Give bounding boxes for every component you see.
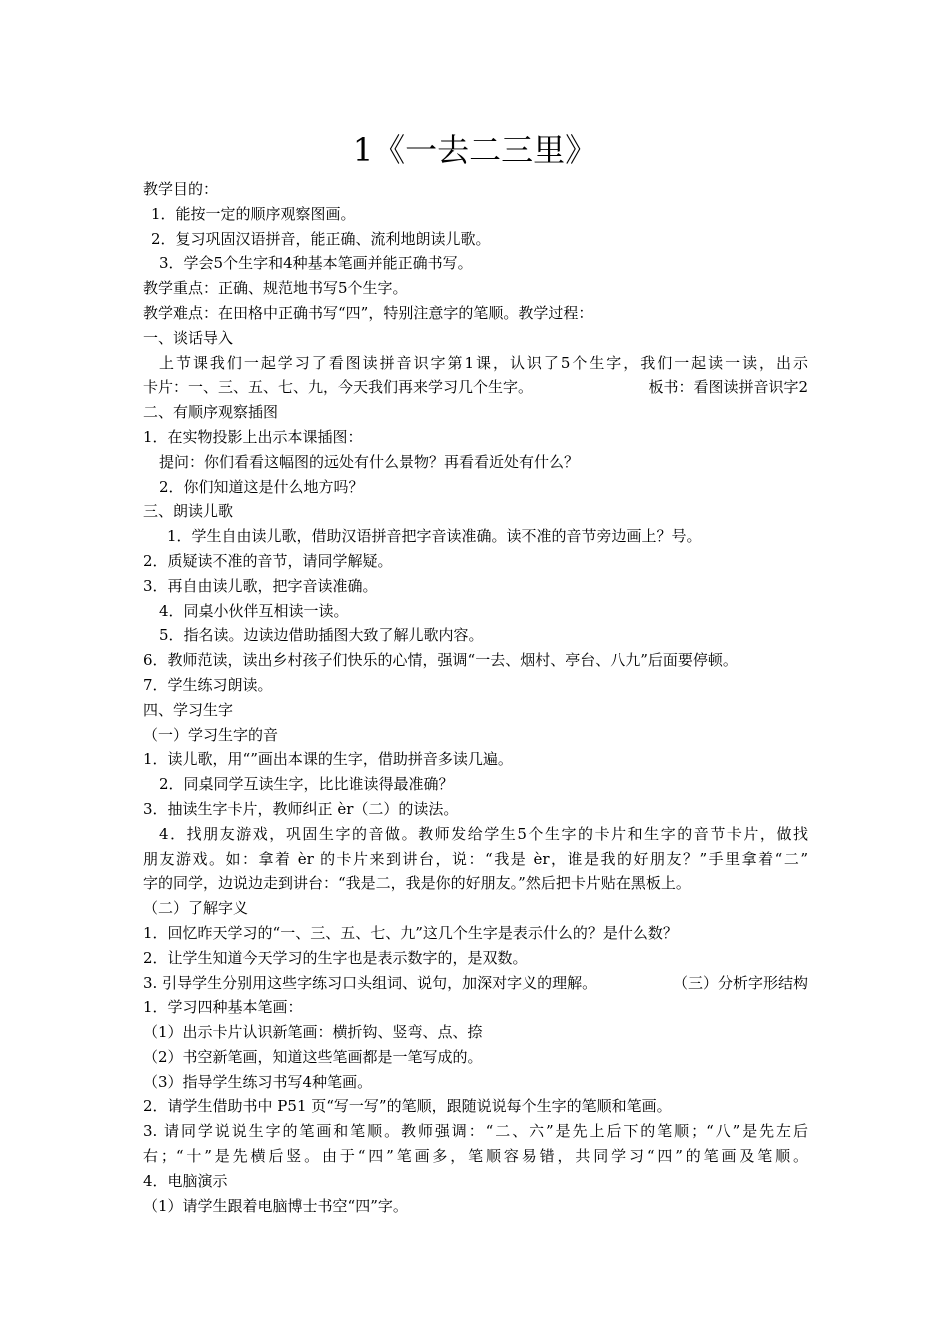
list-item: 2．你们知道这是什么地方吗？ <box>159 477 364 496</box>
paragraph-line: 朋友游戏。如：拿着 èr 的卡片来到讲台，说：“我是 èr，谁是我的好朋友？”手里拿着“二” <box>143 849 808 868</box>
list-item: 1．学习四种基本笔画： <box>143 998 303 1017</box>
list-item: 3．抽读生字卡片，教师纠正 èr（二）的读法。 <box>143 799 459 818</box>
list-item: 6．教师范读，读出乡村孩子们快乐的心情，强调“一去、烟村、亭台、八九”后面要停顿。 <box>143 651 738 670</box>
section-heading: 四、学习生字 <box>143 700 234 719</box>
list-item: 1．学生自由读儿歌，借助汉语拼音把字音读准确。读不准的音节旁边画上？号。 <box>167 527 702 546</box>
list-item: （3）指导学生练习书写4种笔画。 <box>143 1072 373 1091</box>
list-item: 3. 引导学生分别用这些字练习口头组词、说句，加深对字义的理解。 <box>143 973 598 992</box>
list-item: （1）出示卡片认识新笔画：横折钩、竖弯、点、捺 <box>143 1023 483 1042</box>
difficulty: 教学难点：在田格中正确书写“四”，特别注意字的笔顺。教学过程： <box>143 303 594 322</box>
list-item: （1）请学生跟着电脑博士书空“四”字。 <box>143 1196 408 1215</box>
list-item: 5．指名读。边读边借助插图大致了解儿歌内容。 <box>159 626 484 645</box>
paragraph-line-split <box>143 375 808 400</box>
objective-item: 1．能按一定的顺序观察图画。 <box>151 204 356 223</box>
list-item: 2．让学生知道今天学习的生字也是表示数字的，是双数。 <box>143 948 528 967</box>
paragraph-line: 上节课我们一起学习了看图读拼音识字第1课，认识了5个生字，我们一起读一读，出示 <box>159 353 808 372</box>
page-title: 1《一去二三里》 <box>352 131 598 169</box>
list-item: （2）书空新笔画，知道这些笔画都是一笔写成的。 <box>143 1047 483 1066</box>
list-item: 4．同桌小伙伴互相读一读。 <box>159 601 349 620</box>
paragraph-text: 卡片：一、三、五、七、九，今天我们再来学习几个生字。 <box>143 378 534 397</box>
list-item: 2．同桌同学互读生字，比比谁读得最准确？ <box>159 775 454 794</box>
list-item: 2．请学生借助书中 P51 页“写一写”的笔顺，跟随说说每个生字的笔顺和笔画。 <box>143 1097 672 1116</box>
document-body <box>143 177 808 1218</box>
section-heading: 一、谈话导入 <box>143 328 234 347</box>
key-point: 教学重点：正确、规范地书写5个生字。 <box>143 279 408 298</box>
section-heading: 二、有顺序观察插图 <box>143 403 279 422</box>
objectives-label: 教学目的： <box>143 180 219 198</box>
objective-item: 3．学会5个生字和4种基本笔画并能正确书写。 <box>159 254 473 273</box>
paragraph-line: 右；“十”是先横后竖。由于“四”笔画多，笔顺容易错，共同学习“四”的笔画及笔顺。 <box>143 1147 808 1166</box>
paragraph-line: 3. 请同学说说生字的笔画和笔顺。教师强调：“二、六”是先上后下的笔顺；“八”是先左后 <box>143 1122 808 1141</box>
objective-item: 2．复习巩固汉语拼音，能正确、流利地朗读儿歌。 <box>151 229 491 248</box>
list-item: 7．学生练习朗读。 <box>143 675 273 694</box>
paragraph-line: 字的同学，边说边走到讲台：“我是二，我是你的好朋友。”然后把卡片贴在黑板上。 <box>143 874 691 893</box>
paragraph-line: 4．找朋友游戏，巩固生字的音做。教师发给学生5个生字的卡片和生字的音节卡片，做找 <box>159 824 808 843</box>
subsection-heading: （一）学习生字的音 <box>143 725 279 744</box>
list-item: 2．质疑读不准的音节，请同学解疑。 <box>143 551 393 570</box>
subsection-heading: （二）了解字义 <box>143 899 249 918</box>
list-item: 4．电脑演示 <box>143 1171 228 1190</box>
section-heading: 三、朗读儿歌 <box>143 502 234 521</box>
list-item: 1．在实物投影上出示本课插图： <box>143 427 363 446</box>
blackboard-note: 板书：看图读拼音识字2 <box>648 378 808 397</box>
subsection-heading: （三）分析字形结构 <box>672 973 808 992</box>
list-item: 1．回忆昨天学习的“一、三、五、七、九”这几个生字是表示什么的？是什么数？ <box>143 923 678 942</box>
list-item: 提问：你们看看这幅图的远处有什么景物？再看看近处有什么？ <box>159 452 580 471</box>
list-item: 1．读儿歌，用“”画出本课的生字，借助拼音多读几遍。 <box>143 750 513 769</box>
paragraph-line-split <box>143 971 808 996</box>
list-item: 3．再自由读儿歌，把字音读准确。 <box>143 576 378 595</box>
